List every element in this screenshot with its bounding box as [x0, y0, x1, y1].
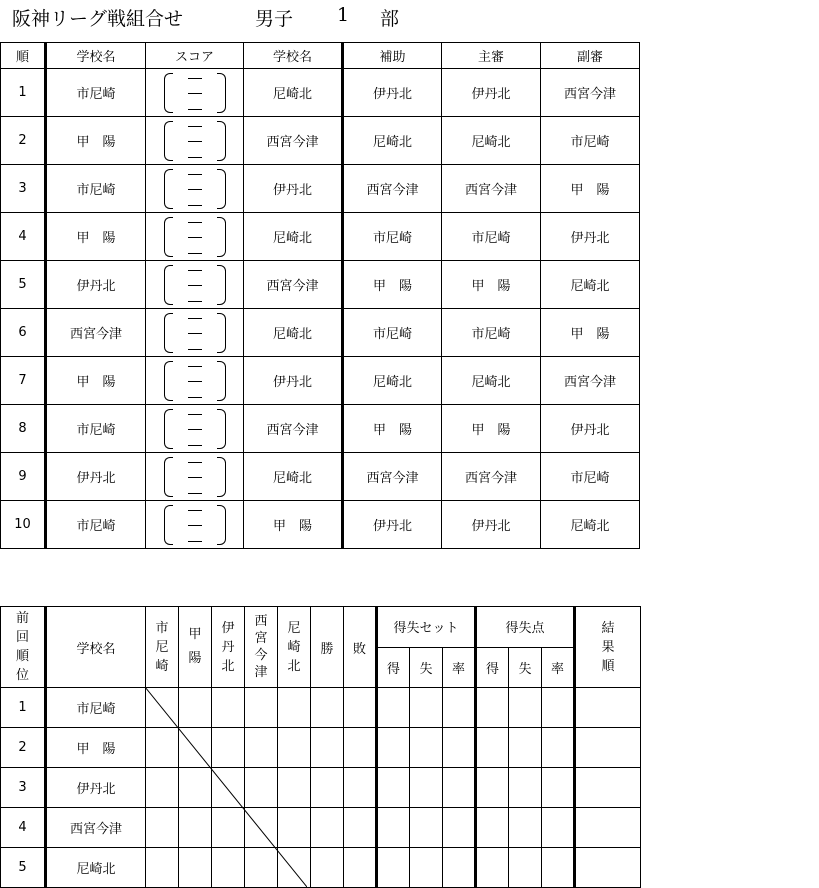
- standings-school: 伊丹北: [46, 768, 146, 808]
- match-assistant: 尼崎北: [343, 357, 442, 405]
- header-order: 順: [1, 43, 46, 69]
- title-division: 男子: [255, 8, 294, 30]
- title-main: 阪神リーグ戦組合せ: [12, 8, 184, 30]
- match-school-a: 市尼崎: [46, 405, 146, 453]
- match-sub-referee: 伊丹北: [541, 405, 640, 453]
- standings-school: 市尼崎: [46, 688, 146, 728]
- standings-result-cell: [146, 808, 179, 848]
- standings-row: [1, 688, 641, 728]
- result-char: 結: [601, 620, 615, 636]
- standings-set-gain: [377, 688, 410, 728]
- standings-point-gain: [476, 728, 509, 768]
- match-chief-referee: 市尼崎: [442, 309, 541, 357]
- standings-point-lose: [509, 808, 542, 848]
- match-school-a: 伊丹北: [46, 453, 146, 501]
- match-order: 9: [1, 453, 46, 501]
- standings-set-ratio: [443, 688, 476, 728]
- standings-set-gain: [377, 728, 410, 768]
- match-assistant: 尼崎北: [343, 117, 442, 165]
- match-school-b: 尼崎北: [244, 69, 343, 117]
- standings-win: [311, 848, 344, 888]
- standings-rank: 5: [1, 848, 46, 888]
- standings-win: [311, 768, 344, 808]
- match-school-b: 西宮今津: [244, 405, 343, 453]
- standings-table: [0, 606, 641, 888]
- match-score: [146, 453, 244, 501]
- standings-result-cell: [146, 688, 179, 728]
- match-sub-referee: 市尼崎: [541, 117, 640, 165]
- header-set-ratio: 率: [443, 647, 476, 688]
- match-row: [1, 261, 640, 309]
- match-row: [1, 309, 640, 357]
- standings-row: [1, 808, 641, 848]
- opponent-char: 西: [254, 614, 268, 629]
- standings-point-lose: [509, 728, 542, 768]
- standings-rank: 2: [1, 728, 46, 768]
- standings-result-cell: [212, 688, 245, 728]
- match-row: [1, 405, 640, 453]
- score-bracket: [164, 73, 226, 113]
- opponent-char: 北: [221, 658, 235, 674]
- prev-rank-char: 位: [15, 668, 29, 683]
- standings-final-rank: [575, 808, 641, 848]
- match-sub-referee: 尼崎北: [541, 261, 640, 309]
- standings-result-cell: [179, 848, 212, 888]
- match-school-b: 尼崎北: [244, 213, 343, 261]
- standings-result-cell: [278, 688, 311, 728]
- match-sub-referee: 甲 陽: [541, 165, 640, 213]
- match-chief-referee: 市尼崎: [442, 213, 541, 261]
- standings-result-cell: [278, 768, 311, 808]
- standings-win: [311, 728, 344, 768]
- match-chief-referee: 伊丹北: [442, 69, 541, 117]
- match-score: [146, 69, 244, 117]
- match-order: 4: [1, 213, 46, 261]
- standings-result-cell: [146, 728, 179, 768]
- standings-result-cell: [146, 848, 179, 888]
- header-opponent-4: [245, 607, 278, 688]
- match-assistant: 伊丹北: [343, 501, 442, 549]
- standings-point-lose: [509, 768, 542, 808]
- standings-loss: [344, 688, 377, 728]
- standings-result-cell: [245, 688, 278, 728]
- standings-result-cell: [245, 808, 278, 848]
- match-school-a: 甲 陽: [46, 357, 146, 405]
- match-order: 10: [1, 501, 46, 549]
- result-char: 順: [601, 658, 615, 674]
- standings-result-cell: [245, 848, 278, 888]
- match-assistant: 西宮今津: [343, 165, 442, 213]
- standings-point-gain: [476, 688, 509, 728]
- standings-final-rank: [575, 768, 641, 808]
- match-chief-referee: 西宮今津: [442, 453, 541, 501]
- standings-loss: [344, 848, 377, 888]
- standings-set-gain: [377, 808, 410, 848]
- header-assistant: 補助: [343, 43, 442, 69]
- standings-final-rank: [575, 848, 641, 888]
- match-order: 8: [1, 405, 46, 453]
- match-school-a: 西宮今津: [46, 309, 146, 357]
- title-number: 1: [337, 4, 350, 26]
- standings-rank: 3: [1, 768, 46, 808]
- opponent-char: 宮: [254, 631, 268, 646]
- match-school-b: 尼崎北: [244, 309, 343, 357]
- match-row: [1, 165, 640, 213]
- opponent-char: 今: [254, 648, 268, 663]
- opponent-char: 丹: [221, 639, 235, 655]
- match-assistant: 伊丹北: [343, 69, 442, 117]
- header-opponent-2: [179, 607, 212, 688]
- opponent-char: 尼: [287, 620, 301, 636]
- match-chief-referee: 西宮今津: [442, 165, 541, 213]
- standings-set-lose: [410, 688, 443, 728]
- match-chief-referee: 甲 陽: [442, 405, 541, 453]
- standings-result-cell: [245, 728, 278, 768]
- opponent-char: 市: [155, 620, 169, 636]
- standings-row: [1, 848, 641, 888]
- match-school-b: 伊丹北: [244, 357, 343, 405]
- match-row: [1, 453, 640, 501]
- prev-rank-char: 前: [15, 611, 29, 626]
- standings-result-cell: [146, 768, 179, 808]
- standings-row: [1, 728, 641, 768]
- match-row: [1, 357, 640, 405]
- match-school-a: 市尼崎: [46, 501, 146, 549]
- match-score: [146, 165, 244, 213]
- standings-point-lose: [509, 688, 542, 728]
- standings-school: 尼崎北: [46, 848, 146, 888]
- score-bracket: [164, 361, 226, 401]
- standings-result-cell: [179, 728, 212, 768]
- match-header-row: [1, 43, 640, 69]
- standings-result-cell: [278, 848, 311, 888]
- score-bracket: [164, 169, 226, 209]
- opponent-char: 尼: [155, 639, 169, 655]
- header-set-gain: 得: [377, 647, 410, 688]
- prev-rank-char: 順: [15, 649, 29, 664]
- header-school-b: 学校名: [244, 43, 343, 69]
- match-score: [146, 405, 244, 453]
- standings-result-cell: [212, 808, 245, 848]
- standings-result-cell: [278, 808, 311, 848]
- standings-point-ratio: [542, 848, 575, 888]
- opponent-char: 崎: [155, 658, 169, 674]
- match-score: [146, 213, 244, 261]
- match-row: [1, 501, 640, 549]
- standings-result-cell: [179, 808, 212, 848]
- standings-point-ratio: [542, 808, 575, 848]
- match-school-a: 甲 陽: [46, 213, 146, 261]
- match-chief-referee: 甲 陽: [442, 261, 541, 309]
- standings-school: 甲 陽: [46, 728, 146, 768]
- standings-point-ratio: [542, 688, 575, 728]
- score-bracket: [164, 409, 226, 449]
- score-bracket: [164, 265, 226, 305]
- match-row: [1, 69, 640, 117]
- opponent-char: 伊: [221, 620, 235, 636]
- standings-rank: 1: [1, 688, 46, 728]
- standings-school: 西宮今津: [46, 808, 146, 848]
- score-bracket: [164, 457, 226, 497]
- header-school: 学校名: [46, 607, 146, 688]
- opponent-char: 津: [254, 665, 268, 680]
- score-bracket: [164, 217, 226, 257]
- standings-rank: 4: [1, 808, 46, 848]
- standings-win: [311, 808, 344, 848]
- match-chief-referee: 尼崎北: [442, 357, 541, 405]
- standings-point-ratio: [542, 728, 575, 768]
- standings-set-lose: [410, 728, 443, 768]
- result-char: 果: [601, 639, 615, 655]
- match-sub-referee: 尼崎北: [541, 501, 640, 549]
- match-school-a: 市尼崎: [46, 165, 146, 213]
- header-score: スコア: [146, 43, 244, 69]
- match-score: [146, 501, 244, 549]
- standings-result-cell: [212, 768, 245, 808]
- standings-loss: [344, 728, 377, 768]
- standings-point-gain: [476, 768, 509, 808]
- standings-result-cell: [212, 848, 245, 888]
- standings-win: [311, 688, 344, 728]
- score-bracket: [164, 313, 226, 353]
- standings-set-lose: [410, 768, 443, 808]
- match-assistant: 甲 陽: [343, 405, 442, 453]
- match-sub-referee: 市尼崎: [541, 453, 640, 501]
- standings-set-lose: [410, 808, 443, 848]
- match-sub-referee: 西宮今津: [541, 69, 640, 117]
- match-assistant: 西宮今津: [343, 453, 442, 501]
- standings-point-gain: [476, 848, 509, 888]
- standings-final-rank: [575, 688, 641, 728]
- match-order: 7: [1, 357, 46, 405]
- match-order: 2: [1, 117, 46, 165]
- match-school-b: 伊丹北: [244, 165, 343, 213]
- score-bracket: [164, 121, 226, 161]
- match-score: [146, 261, 244, 309]
- match-assistant: 甲 陽: [343, 261, 442, 309]
- header-prev-rank: [1, 607, 46, 688]
- header-point-lose: 失: [509, 647, 542, 688]
- opponent-char: 崎: [287, 639, 301, 655]
- standings-result-cell: [179, 768, 212, 808]
- opponent-char: 甲: [188, 627, 202, 642]
- standings-set-ratio: [443, 728, 476, 768]
- match-assistant: 市尼崎: [343, 309, 442, 357]
- opponent-char: 陽: [188, 651, 202, 666]
- match-sub-referee: 甲 陽: [541, 309, 640, 357]
- match-order: 6: [1, 309, 46, 357]
- header-point-gain: 得: [476, 647, 509, 688]
- header-chief-referee: 主審: [442, 43, 541, 69]
- header-sub-referee: 副審: [541, 43, 640, 69]
- header-loss: 敗: [344, 607, 377, 688]
- score-bracket: [164, 505, 226, 545]
- standings-row: [1, 768, 641, 808]
- standings-result-cell: [245, 768, 278, 808]
- standings-result-cell: [179, 688, 212, 728]
- match-order: 5: [1, 261, 46, 309]
- match-row: [1, 117, 640, 165]
- standings-point-ratio: [542, 768, 575, 808]
- match-chief-referee: 伊丹北: [442, 501, 541, 549]
- match-sub-referee: 西宮今津: [541, 357, 640, 405]
- match-order: 3: [1, 165, 46, 213]
- match-assistant: 市尼崎: [343, 213, 442, 261]
- standings-loss: [344, 768, 377, 808]
- standings-set-ratio: [443, 848, 476, 888]
- match-school-b: 西宮今津: [244, 261, 343, 309]
- opponent-char: 北: [287, 658, 301, 674]
- standings-header-row: [1, 607, 641, 648]
- header-opponent-5: [278, 607, 311, 688]
- match-sub-referee: 伊丹北: [541, 213, 640, 261]
- match-school-b: 西宮今津: [244, 117, 343, 165]
- header-point-group: 得失点: [476, 607, 575, 648]
- match-school-a: 甲 陽: [46, 117, 146, 165]
- match-schedule-table: [0, 42, 640, 549]
- match-score: [146, 309, 244, 357]
- header-point-ratio: 率: [542, 647, 575, 688]
- header-opponent-3: [212, 607, 245, 688]
- header-opponent-1: [146, 607, 179, 688]
- header-set-group: 得失セット: [377, 607, 476, 648]
- match-order: 1: [1, 69, 46, 117]
- standings-set-gain: [377, 848, 410, 888]
- match-row: [1, 213, 640, 261]
- standings-result-cell: [278, 728, 311, 768]
- match-score: [146, 357, 244, 405]
- standings-set-lose: [410, 848, 443, 888]
- match-school-b: 尼崎北: [244, 453, 343, 501]
- standings-set-ratio: [443, 808, 476, 848]
- match-school-b: 甲 陽: [244, 501, 343, 549]
- match-school-a: 伊丹北: [46, 261, 146, 309]
- standings-point-gain: [476, 808, 509, 848]
- match-chief-referee: 尼崎北: [442, 117, 541, 165]
- match-score: [146, 117, 244, 165]
- header-result: [575, 607, 641, 688]
- match-school-a: 市尼崎: [46, 69, 146, 117]
- standings-point-lose: [509, 848, 542, 888]
- title-part: 部: [380, 8, 400, 30]
- standings-loss: [344, 808, 377, 848]
- header-win: 勝: [311, 607, 344, 688]
- standings-set-ratio: [443, 768, 476, 808]
- prev-rank-char: 回: [15, 630, 29, 645]
- standings-final-rank: [575, 728, 641, 768]
- header-set-lose: 失: [410, 647, 443, 688]
- standings-set-gain: [377, 768, 410, 808]
- standings-result-cell: [212, 728, 245, 768]
- header-school-a: 学校名: [46, 43, 146, 69]
